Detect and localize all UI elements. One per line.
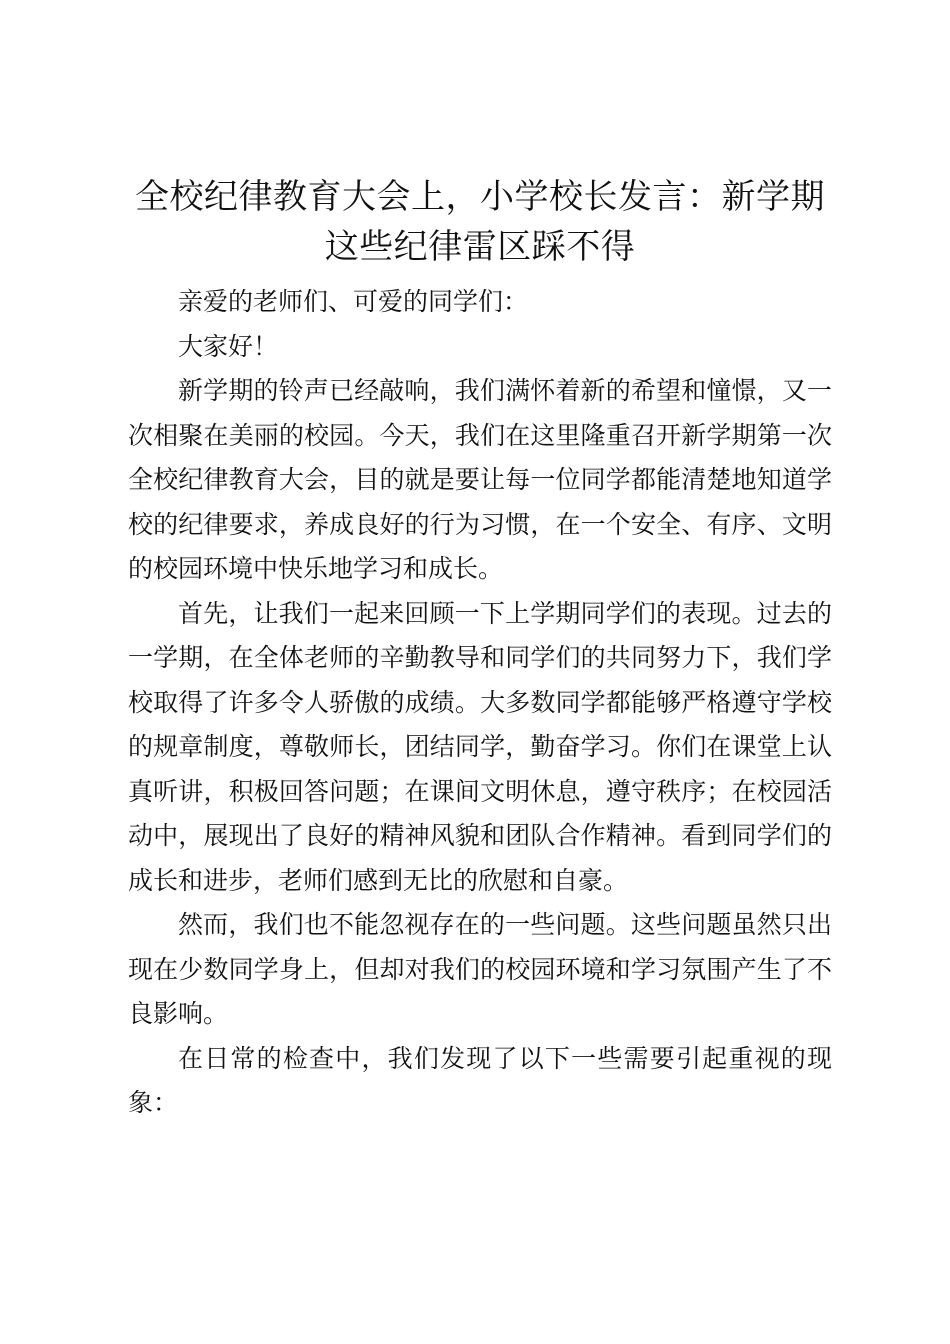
document-body (128, 280, 832, 1126)
greeting-paragraph: 大家好！ (178, 331, 279, 361)
title-line-1: 全校纪律教育大会上，小学校长发言：新学期 (135, 177, 825, 217)
body-paragraph: 新学期的铃声已经敲响，我们满怀着新的希望和憧憬，又一次相聚在美丽的校园。今天，我们在这里隆重召开新学期第一次全校纪律教育大会，目的就是要让每一位同学都能清楚地知道学校的纪律要求，养成良好的行为习惯，在一个安全、有序、文明的校园环境中快乐地学习和成长。 (128, 376, 832, 583)
document-title (128, 172, 832, 272)
salutation-paragraph: 亲爱的老师们、可爱的同学们： (178, 287, 529, 316)
body-paragraph: 首先，让我们一起来回顾一下上学期同学们的表现。过去的一学期，在全体老师的辛勤教导和同学们的共同努力下，我们学校取得了许多令人骄傲的成绩。大多数同学都能够严格遵守学校的规章制度，尊敬师长，团结同学，勤奋学习。你们在课堂上认真听讲，积极回答问题；在课间文明休息，遵守秩序；在校园活动中，展现出了良好的精神风貌和团队合作精神。看到同学们的成长和进步，老师们感到无比的欣慰和自豪。 (128, 598, 832, 895)
body-paragraph: 在日常的检查中，我们发现了以下一些需要引起重视的现象： (128, 1043, 832, 1117)
title-line-2: 这些纪律雷区踩不得 (324, 227, 636, 267)
body-paragraph: 然而，我们也不能忽视存在的一些问题。这些问题虽然只出现在少数同学身上，但却对我们的校园环境和学习氛围产生了不良影响。 (128, 910, 832, 1028)
